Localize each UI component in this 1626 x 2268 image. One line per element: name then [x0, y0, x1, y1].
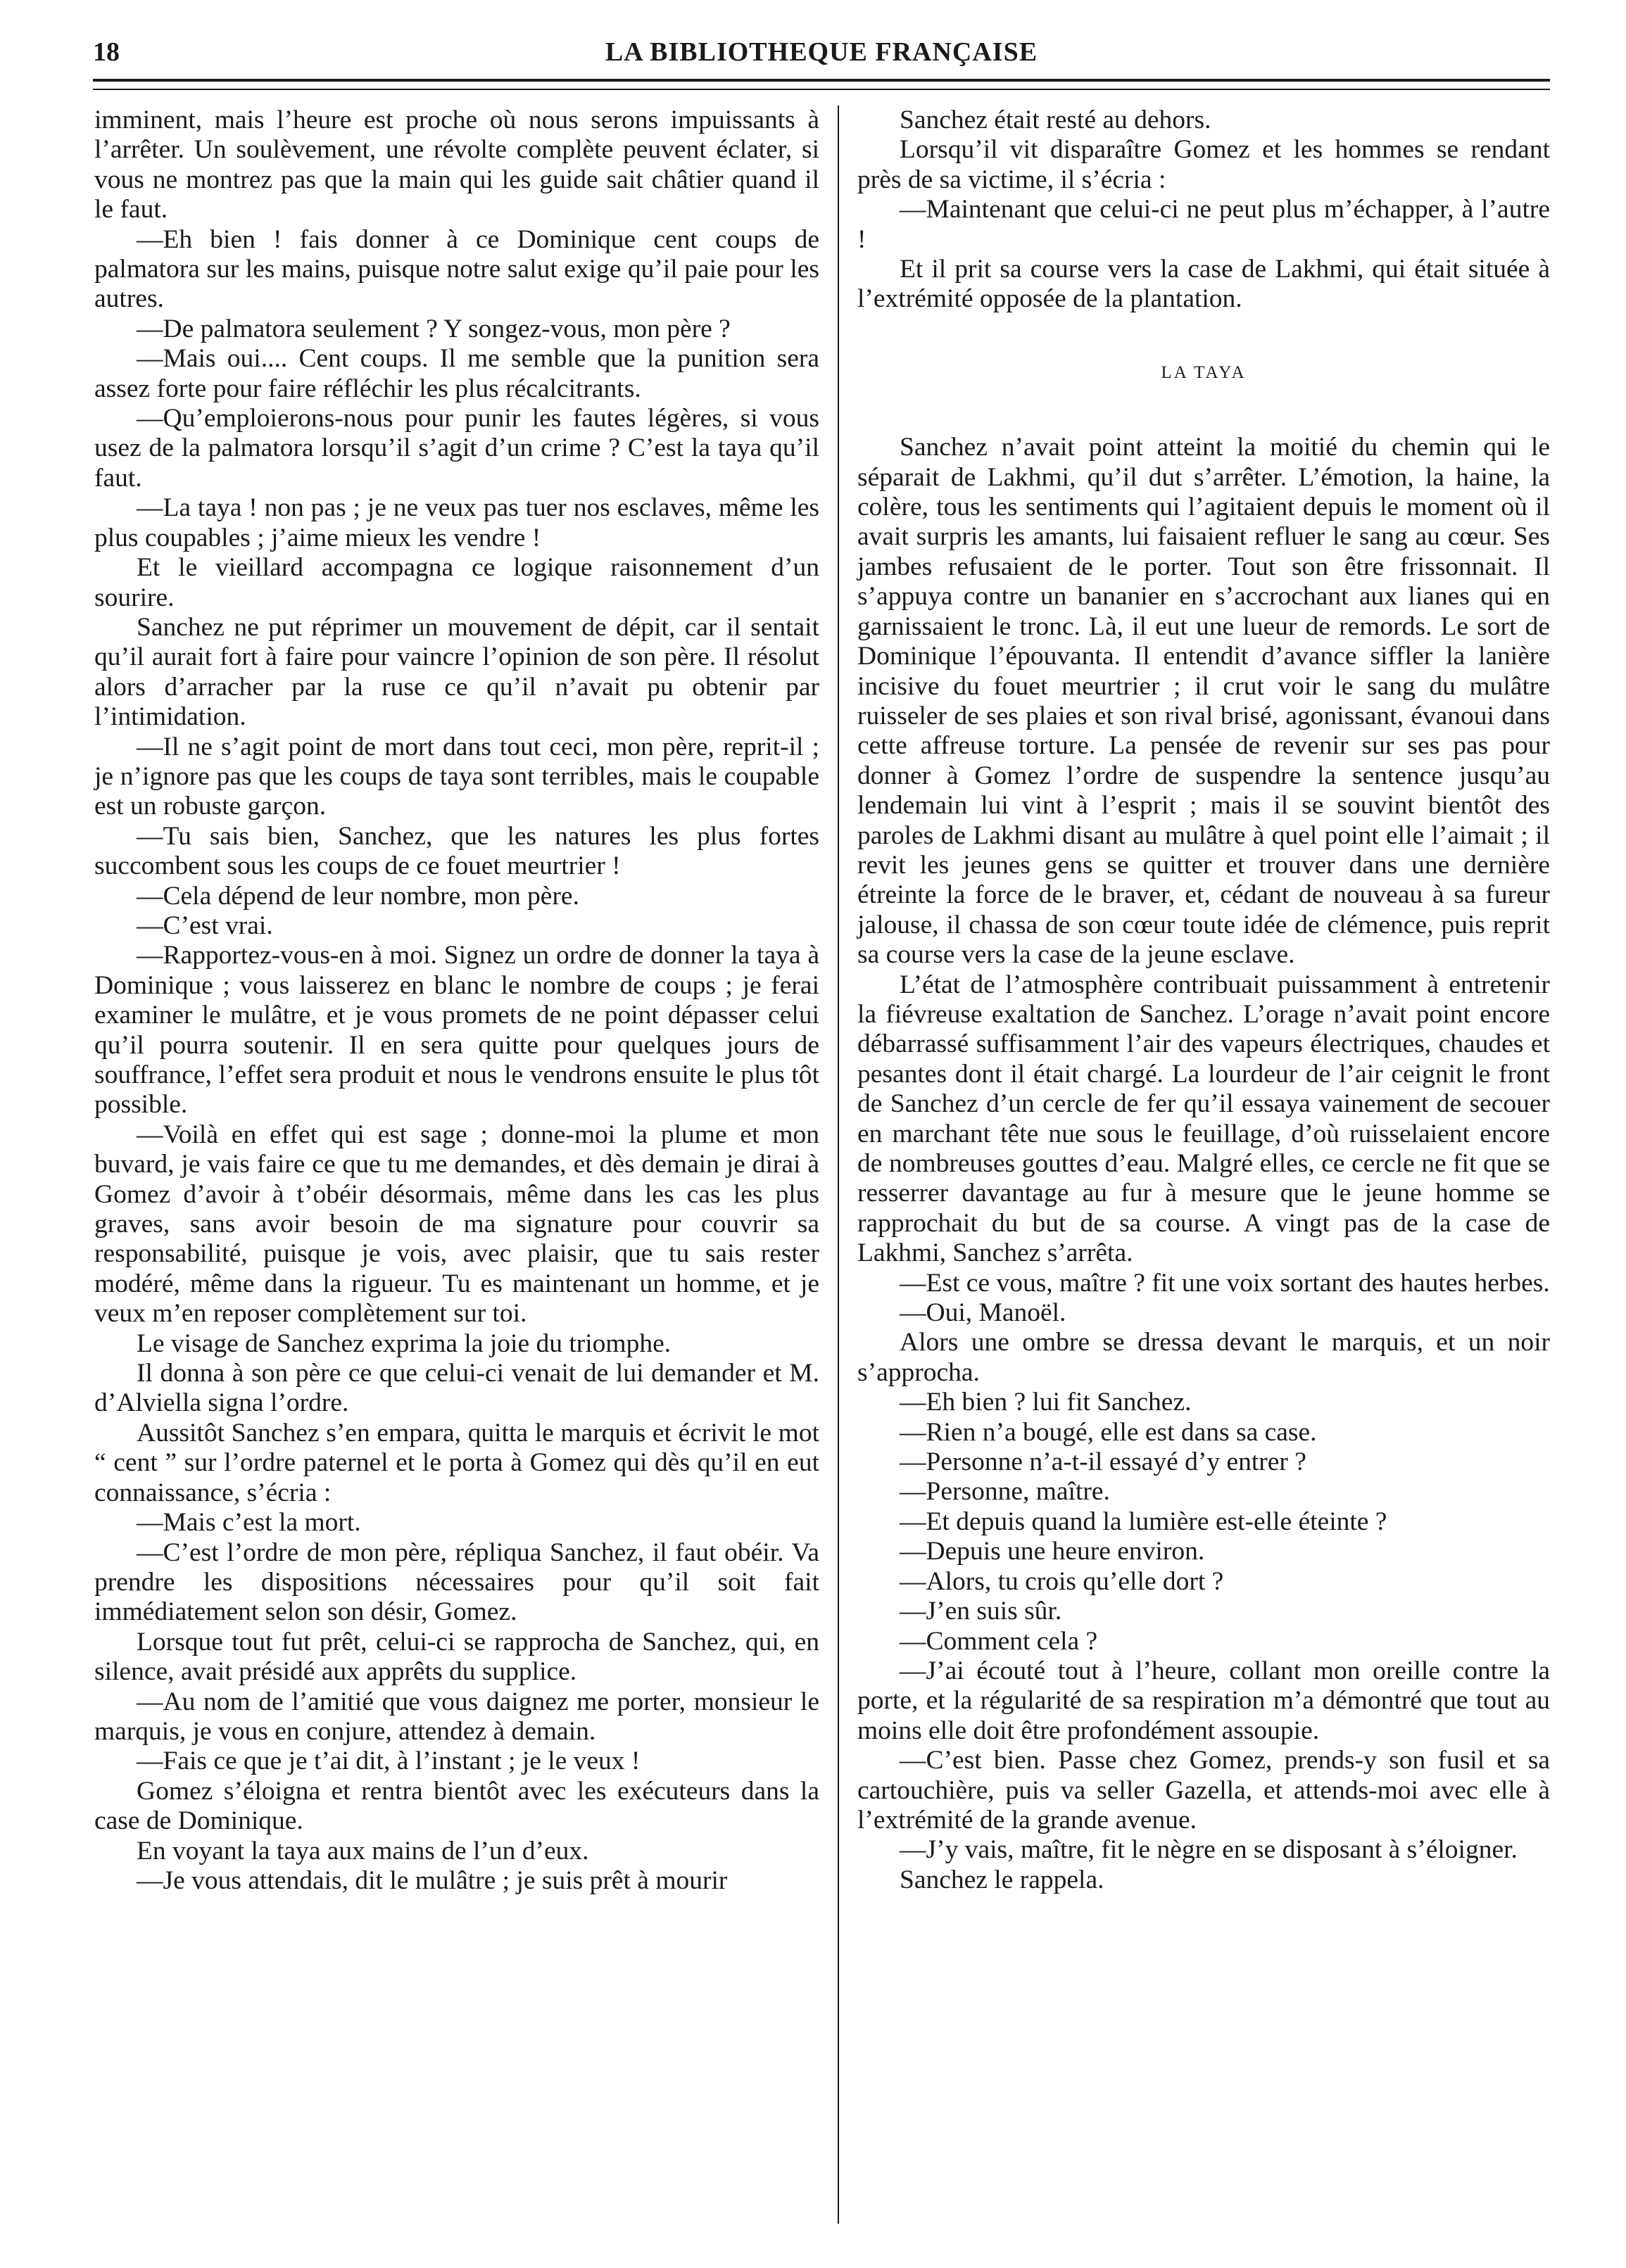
header-rule-thick	[93, 79, 1550, 82]
paragraph: —Est ce vous, maître ? fit une voix sortant des hautes herbes.	[900, 1268, 1550, 1298]
paragraph: —De palmatora seulement ? Y songez-vous, mon père ?	[137, 314, 731, 343]
paragraph: imminent, mais l’heure est proche où nous serons impuissants à l’arrêter. Un soulèvement, une révolte complète peuvent éclater, si vous ne montrez pas que la main qui les guide sait châtier quand il le faut.	[94, 106, 819, 224]
paragraph: Sanchez le rappela.	[900, 1865, 1104, 1894]
paragraph: Le visage de Sanchez exprima la joie du triomphe.	[137, 1329, 672, 1358]
paragraph: —Cela dépend de leur nombre, mon père.	[137, 881, 579, 911]
paragraph: —Je vous attendais, dit le mulâtre ; je suis prêt à mourir	[137, 1865, 728, 1895]
paragraph: —Oui, Manoël.	[900, 1298, 1066, 1328]
paragraph: —J’en suis sûr.	[900, 1597, 1062, 1626]
paragraph: —Personne, maître.	[900, 1477, 1110, 1507]
paragraph: —Personne n’a-t-il essayé d’y entrer ?	[900, 1447, 1306, 1477]
paragraph: Gomez s’éloigna et rentra bientôt avec les exécuteurs dans la case de Dominique.	[94, 1776, 819, 1836]
paragraph: —Eh bien ! fais donner à ce Dominique cent coups de palmatora sur les mains, puisque notre salut exige qu’il paie pour les autres.	[94, 224, 819, 314]
header-rule-thin	[93, 89, 1550, 90]
paragraph: —Fais ce que je t’ai dit, à l’instant ; je le veux !	[137, 1747, 641, 1776]
right-column-bottom	[857, 433, 1550, 1895]
paragraph: Lorsque tout fut prêt, celui-ci se rapprocha de Sanchez, qui, en silence, avait présidé aux apprêts du supplice.	[94, 1627, 819, 1687]
paragraph: Et il prit sa course vers la case de Lakhmi, qui était située à l’extrémité opposée de la plantation.	[857, 255, 1550, 314]
section-title: LA TAYA	[1161, 362, 1247, 382]
paragraph: —Mais oui.... Cent coups. Il me semble que la punition sera assez forte pour faire réfléchir les plus récalcitrants.	[94, 344, 819, 403]
paragraph: —La taya ! non pas ; je ne veux pas tuer nos esclaves, même les plus coupables ; j’aime mieux les vendre !	[94, 493, 819, 552]
paragraph: —Rien n’a bougé, elle est dans sa case.	[900, 1417, 1317, 1447]
paragraph: —Mais c’est la mort.	[137, 1508, 361, 1538]
paragraph: Sanchez était resté au dehors.	[900, 106, 1211, 134]
paragraph: —Comment cela ?	[900, 1626, 1098, 1656]
column-divider	[838, 106, 839, 2224]
paragraph: —C’est bien. Passe chez Gomez, prends-y son fusil et sa cartouchière, puis va seller Gazella, et attends-moi avec elle à l’extrémité de la grande avenue.	[857, 1746, 1550, 1835]
paragraph: —Qu’emploierons-nous pour punir les fautes légères, si vous usez de la palmatora lorsqu’il s’agit d’un crime ? C’est la taya qu’il faut.	[94, 404, 819, 493]
paragraph: —J’y vais, maître, fit le nègre en se disposant à s’éloigner.	[900, 1835, 1518, 1865]
paragraph: En voyant la taya aux mains de l’un d’eux.	[137, 1836, 589, 1865]
paragraph: Sanchez n’avait point atteint la moitié du chemin qui le séparait de Lakhmi, qu’il dut s’arrêter. L’émotion, la haine, la colère, tous les sentiments qui l’agitaient depuis le moment où il avait surpris les amants, lui faisaient refluer le sang au cœur. Ses jambes refusaient de le porter. Tout son être frissonnait. Il s’appuya contre un bananier en s’accrochant aux lianes qui en garnissaient le tronc. Là, il eut une lueur de remords. Le sort de Dominique l’épouvanta. Il entendit d’avance siffler la lanière incisive du fouet meurtrier ; il crut voir le sang du mulâtre ruisseler de ses plaies et son rival brisé, agonissant, évanoui dans cette affreuse torture. La pensée de revenir sur ses pas pour donner à Gomez l’ordre de suspendre la sentence jusqu’au lendemain lui vint à l’esprit ; mais il se souvint bientôt des paroles de Lakhmi disant au mulâtre à quel point elle l’aimait ; il revit les jeunes gens se quitter et trouver dans une dernière étreinte la force de le braver, et, cédant de nouveau à sa fureur jalouse, il chassa de son cœur toute idée de clémence, puis reprit sa course vers la case de la jeune esclave.	[857, 433, 1550, 970]
right-column	[857, 106, 1550, 1895]
paragraph: —Voilà en effet qui est sage ; donne-moi la plume et mon buvard, je vais faire ce que tu me demandes, et dès demain je dirai à Gomez d’avoir à t’obéir désormais, même dans les cas les plus graves, sans avoir besoin de ma signature pour couvrir sa responsabilité, puisque je vois, avec plaisir, que tu sais rester modéré, même dans la rigueur. Tu es maintenant un homme, et je veux m’en reposer complètement sur toi.	[94, 1120, 819, 1329]
running-title: LA BIBLIOTHEQUE FRANÇAISE	[605, 37, 1038, 67]
paragraph: Lorsqu’il vit disparaître Gomez et les hommes se rendant près de sa victime, il s’écria :	[857, 135, 1550, 194]
paragraph: —Et depuis quand la lumière est-elle éteinte ?	[900, 1507, 1387, 1536]
paragraph: —Maintenant que celui-ci ne peut plus m’échapper, à l’autre !	[857, 195, 1550, 254]
paragraph: L’état de l’atmosphère contribuait puissamment à entretenir la fiévreuse exaltation de Sanchez. L’orage n’avait point encore débarrassé suffisamment l’air des vapeurs électriques, chaudes et pesantes dont il était chargé. La lourdeur de l’air ceignit le front de Sanchez d’un cercle de fer qu’il essaya vainement de secouer en marchant tête nue sous le feuillage, d’où ruisselaient encore de nombreuses gouttes d’eau. Malgré elles, ce cercle ne fit que se resserrer davantage au fur à mesure que le jeune homme se rapprochait du but de sa course. A vingt pas de la case de Lakhmi, Sanchez s’arrêta.	[857, 970, 1550, 1268]
right-column-top	[857, 106, 1550, 315]
paragraph: —J’ai écouté tout à l’heure, collant mon oreille contre la porte, et la régularité de sa respiration m’a démontré que tout au moins elle doit être profondément assoupie.	[857, 1656, 1550, 1745]
paragraph: —Il ne s’agit point de mort dans tout ceci, mon père, reprit-il ; je n’ignore pas que les coups de taya sont terribles, mais le coupable est un robuste garçon.	[94, 732, 819, 821]
page-header	[93, 34, 1550, 76]
paragraph: —C’est l’ordre de mon père, répliqua Sanchez, il faut obéir. Va prendre les dispositions nécessaires pour qu’il soit fait immédiatement selon son désir, Gomez.	[94, 1538, 819, 1627]
paragraph: Aussitôt Sanchez s’en empara, quitta le marquis et écrivit le mot “ cent ” sur l’ordre paternel et le porta à Gomez qui dès qu’il en eut connaissance, s’écria :	[94, 1418, 819, 1507]
paragraph: —Depuis une heure environ.	[900, 1537, 1205, 1566]
paragraph: Il donna à son père ce que celui-ci venait de lui demander et M. d’Alviella signa l’ordre.	[94, 1359, 819, 1418]
paragraph: —Au nom de l’amitié que vous daignez me porter, monsieur le marquis, je vous en conjure, attendez à demain.	[94, 1687, 819, 1746]
left-column	[94, 106, 819, 1896]
paragraph: —Alors, tu crois qu’elle dort ?	[900, 1566, 1224, 1596]
paragraph: —C’est vrai.	[137, 911, 273, 940]
paragraph: —Rapportez-vous-en à moi. Signez un ordre de donner la taya à Dominique ; vous laisserez en blanc le nombre de coups ; je ferai examiner le mulâtre, et je vous promets de ne point dépasser celui qu’il pourra soutenir. Il en sera quitte pour quelques jours de souffrance, l’effet sera produit et nous le vendrons ensuite le plus tôt possible.	[94, 941, 819, 1120]
paragraph: Et le vieillard accompagna ce logique raisonnement d’un sourire.	[94, 553, 819, 612]
page-number: 18	[93, 37, 120, 67]
paragraph: —Eh bien ? lui fit Sanchez.	[900, 1388, 1192, 1417]
paragraph: —Tu sais bien, Sanchez, que les natures les plus fortes succombent sous les coups de ce fouet meurtrier !	[94, 821, 819, 881]
paragraph: Alors une ombre se dressa devant le marquis, et un noir s’approcha.	[857, 1328, 1550, 1387]
paragraph: Sanchez ne put réprimer un mouvement de dépit, car il sentait qu’il aurait fort à faire pour vaincre l’opinion de son père. Il résolut alors d’arracher par la ruse ce qu’il n’avait pu obtenir par l’intimidation.	[94, 612, 819, 732]
